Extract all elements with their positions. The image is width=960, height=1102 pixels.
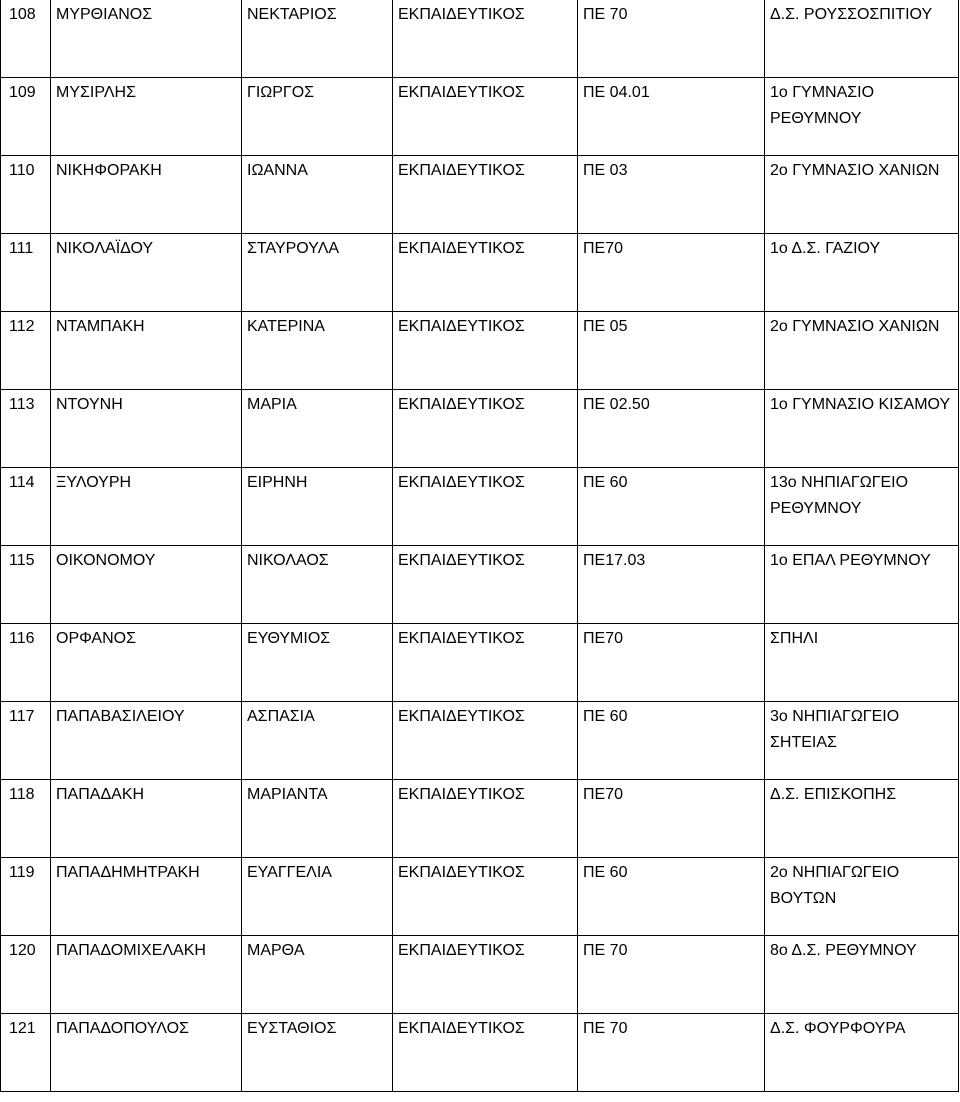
- row-number-cell: 109: [1, 78, 51, 156]
- surname-cell: ΠΑΠΑΔΟΠΟΥΛΟΣ: [51, 1014, 242, 1092]
- first-name-cell: ΕΥΘΥΜΙΟΣ: [242, 624, 393, 702]
- row-number-cell: 111: [1, 234, 51, 312]
- specialty-cell: ΠΕ17.03: [578, 546, 765, 624]
- school-line-1: 2ο ΝΗΠΙΑΓΩΓΕΙΟ: [770, 864, 900, 881]
- school-cell: [765, 702, 959, 780]
- school-line-1: 1ο Δ.Σ. ΓΑΖΙΟΥ: [770, 240, 881, 257]
- specialty-cell: ΠΕ 05: [578, 312, 765, 390]
- first-name-cell: ΝΙΚΟΛΑΟΣ: [242, 546, 393, 624]
- surname-cell: ΝΤΑΜΠΑΚΗ: [51, 312, 242, 390]
- specialty-cell: ΠΕ 60: [578, 858, 765, 936]
- role-cell: ΕΚΠΑΙΔΕΥΤΙΚΟΣ: [393, 546, 578, 624]
- participants-table-body: [1, 0, 959, 1092]
- school-cell: [765, 624, 959, 702]
- table-row: [1, 858, 959, 936]
- row-number-cell: 116: [1, 624, 51, 702]
- first-name-cell: ΝΕΚΤΑΡΙΟΣ: [242, 0, 393, 78]
- table-row: [1, 1014, 959, 1092]
- specialty-cell: ΠΕ70: [578, 624, 765, 702]
- specialty-cell: ΠΕ 70: [578, 0, 765, 78]
- surname-cell: ΜΥΡΘΙΑΝΟΣ: [51, 0, 242, 78]
- first-name-cell: ΜΑΡΙΑΝΤΑ: [242, 780, 393, 858]
- table-row: [1, 624, 959, 702]
- first-name-cell: ΕΙΡΗΝΗ: [242, 468, 393, 546]
- table-row: [1, 390, 959, 468]
- school-cell: [765, 936, 959, 1014]
- school-cell: [765, 234, 959, 312]
- first-name-cell: ΚΑΤΕΡΙΝΑ: [242, 312, 393, 390]
- surname-cell: ΞΥΛΟΥΡΗ: [51, 468, 242, 546]
- table-row: [1, 78, 959, 156]
- row-number-cell: 113: [1, 390, 51, 468]
- school-cell: [765, 546, 959, 624]
- specialty-cell: ΠΕ 60: [578, 702, 765, 780]
- surname-cell: ΜΥΣΙΡΛΗΣ: [51, 78, 242, 156]
- role-cell: ΕΚΠΑΙΔΕΥΤΙΚΟΣ: [393, 78, 578, 156]
- first-name-cell: ΜΑΡΙΑ: [242, 390, 393, 468]
- row-number-cell: 117: [1, 702, 51, 780]
- school-line-1: 8ο Δ.Σ. ΡΕΘΥΜΝΟΥ: [770, 942, 917, 959]
- role-cell: ΕΚΠΑΙΔΕΥΤΙΚΟΣ: [393, 0, 578, 78]
- role-cell: ΕΚΠΑΙΔΕΥΤΙΚΟΣ: [393, 234, 578, 312]
- first-name-cell: ΜΑΡΘΑ: [242, 936, 393, 1014]
- surname-cell: ΠΑΠΑΒΑΣΙΛΕΙΟΥ: [51, 702, 242, 780]
- first-name-cell: ΓΙΩΡΓΟΣ: [242, 78, 393, 156]
- surname-cell: ΝΙΚΗΦΟΡΑΚΗ: [51, 156, 242, 234]
- row-number-cell: 120: [1, 936, 51, 1014]
- role-cell: ΕΚΠΑΙΔΕΥΤΙΚΟΣ: [393, 1014, 578, 1092]
- school-cell: [765, 468, 959, 546]
- table-row: [1, 546, 959, 624]
- school-line-1: Δ.Σ. ΕΠΙΣΚΟΠΗΣ: [770, 786, 897, 803]
- first-name-cell: ΕΥΑΓΓΕΛΙΑ: [242, 858, 393, 936]
- surname-cell: ΠΑΠΑΔΑΚΗ: [51, 780, 242, 858]
- role-cell: ΕΚΠΑΙΔΕΥΤΙΚΟΣ: [393, 624, 578, 702]
- school-cell: [765, 780, 959, 858]
- row-number-cell: 110: [1, 156, 51, 234]
- role-cell: ΕΚΠΑΙΔΕΥΤΙΚΟΣ: [393, 936, 578, 1014]
- school-line-2: ΡΕΘΥΜΝΟΥ: [770, 110, 862, 127]
- school-cell: [765, 390, 959, 468]
- school-line-1: Δ.Σ. ΡΟΥΣΣΟΣΠΙΤΙΟΥ: [770, 6, 933, 23]
- role-cell: ΕΚΠΑΙΔΕΥΤΙΚΟΣ: [393, 312, 578, 390]
- surname-cell: ΠΑΠΑΔΗΜΗΤΡΑΚΗ: [51, 858, 242, 936]
- role-cell: ΕΚΠΑΙΔΕΥΤΙΚΟΣ: [393, 702, 578, 780]
- surname-cell: ΟΙΚΟΝΟΜΟΥ: [51, 546, 242, 624]
- row-number-cell: 118: [1, 780, 51, 858]
- school-line-2: ΒΟΥΤΩΝ: [770, 890, 837, 907]
- first-name-cell: ΙΩΑΝΝΑ: [242, 156, 393, 234]
- school-cell: [765, 156, 959, 234]
- school-line-1: 1ο ΓΥΜΝΑΣΙΟ ΚΙΣΑΜΟΥ: [770, 396, 951, 413]
- table-row: [1, 936, 959, 1014]
- table-row: [1, 312, 959, 390]
- school-cell: [765, 78, 959, 156]
- specialty-cell: ΠΕ 04.01: [578, 78, 765, 156]
- surname-cell: ΝΤΟΥΝΗ: [51, 390, 242, 468]
- table-row: [1, 780, 959, 858]
- role-cell: ΕΚΠΑΙΔΕΥΤΙΚΟΣ: [393, 858, 578, 936]
- row-number-cell: 119: [1, 858, 51, 936]
- school-line-1: ΣΠΗΛΙ: [770, 630, 819, 647]
- row-number-cell: 108: [1, 0, 51, 78]
- table-row: [1, 234, 959, 312]
- school-line-2: ΣΗΤΕΙΑΣ: [770, 734, 837, 751]
- specialty-cell: ΠΕ 60: [578, 468, 765, 546]
- specialty-cell: ΠΕ 02.50: [578, 390, 765, 468]
- surname-cell: ΠΑΠΑΔΟΜΙΧΕΛΑΚΗ: [51, 936, 242, 1014]
- role-cell: ΕΚΠΑΙΔΕΥΤΙΚΟΣ: [393, 468, 578, 546]
- school-cell: [765, 0, 959, 78]
- table-row: [1, 468, 959, 546]
- school-line-1: 3ο ΝΗΠΙΑΓΩΓΕΙΟ: [770, 708, 900, 725]
- table-row: [1, 0, 959, 78]
- school-line-1: 1ο ΓΥΜΝΑΣΙΟ: [770, 84, 875, 101]
- row-number-cell: 114: [1, 468, 51, 546]
- role-cell: ΕΚΠΑΙΔΕΥΤΙΚΟΣ: [393, 780, 578, 858]
- school-line-1: 1ο ΕΠΑΛ ΡΕΘΥΜΝΟΥ: [770, 552, 931, 569]
- school-line-1: 13ο ΝΗΠΙΑΓΩΓΕΙΟ: [770, 474, 909, 491]
- surname-cell: ΟΡΦΑΝΟΣ: [51, 624, 242, 702]
- school-line-1: 2ο ΓΥΜΝΑΣΙΟ ΧΑΝΙΩΝ: [770, 318, 940, 335]
- specialty-cell: ΠΕ 70: [578, 1014, 765, 1092]
- row-number-cell: 121: [1, 1014, 51, 1092]
- specialty-cell: ΠΕ 70: [578, 936, 765, 1014]
- row-number-cell: 115: [1, 546, 51, 624]
- specialty-cell: ΠΕ 03: [578, 156, 765, 234]
- specialty-cell: ΠΕ70: [578, 780, 765, 858]
- role-cell: ΕΚΠΑΙΔΕΥΤΙΚΟΣ: [393, 156, 578, 234]
- surname-cell: ΝΙΚΟΛΑΪΔΟΥ: [51, 234, 242, 312]
- table-row: [1, 702, 959, 780]
- first-name-cell: ΑΣΠΑΣΙΑ: [242, 702, 393, 780]
- first-name-cell: ΣΤΑΥΡΟΥΛΑ: [242, 234, 393, 312]
- school-line-1: 2ο ΓΥΜΝΑΣΙΟ ΧΑΝΙΩΝ: [770, 162, 940, 179]
- role-cell: ΕΚΠΑΙΔΕΥΤΙΚΟΣ: [393, 390, 578, 468]
- row-number-cell: 112: [1, 312, 51, 390]
- specialty-cell: ΠΕ70: [578, 234, 765, 312]
- school-cell: [765, 1014, 959, 1092]
- school-cell: [765, 312, 959, 390]
- school-cell: [765, 858, 959, 936]
- first-name-cell: ΕΥΣΤΑΘΙΟΣ: [242, 1014, 393, 1092]
- school-line-2: ΡΕΘΥΜΝΟΥ: [770, 500, 862, 517]
- school-line-1: Δ.Σ. ΦΟΥΡΦΟΥΡΑ: [770, 1020, 906, 1037]
- table-row: [1, 156, 959, 234]
